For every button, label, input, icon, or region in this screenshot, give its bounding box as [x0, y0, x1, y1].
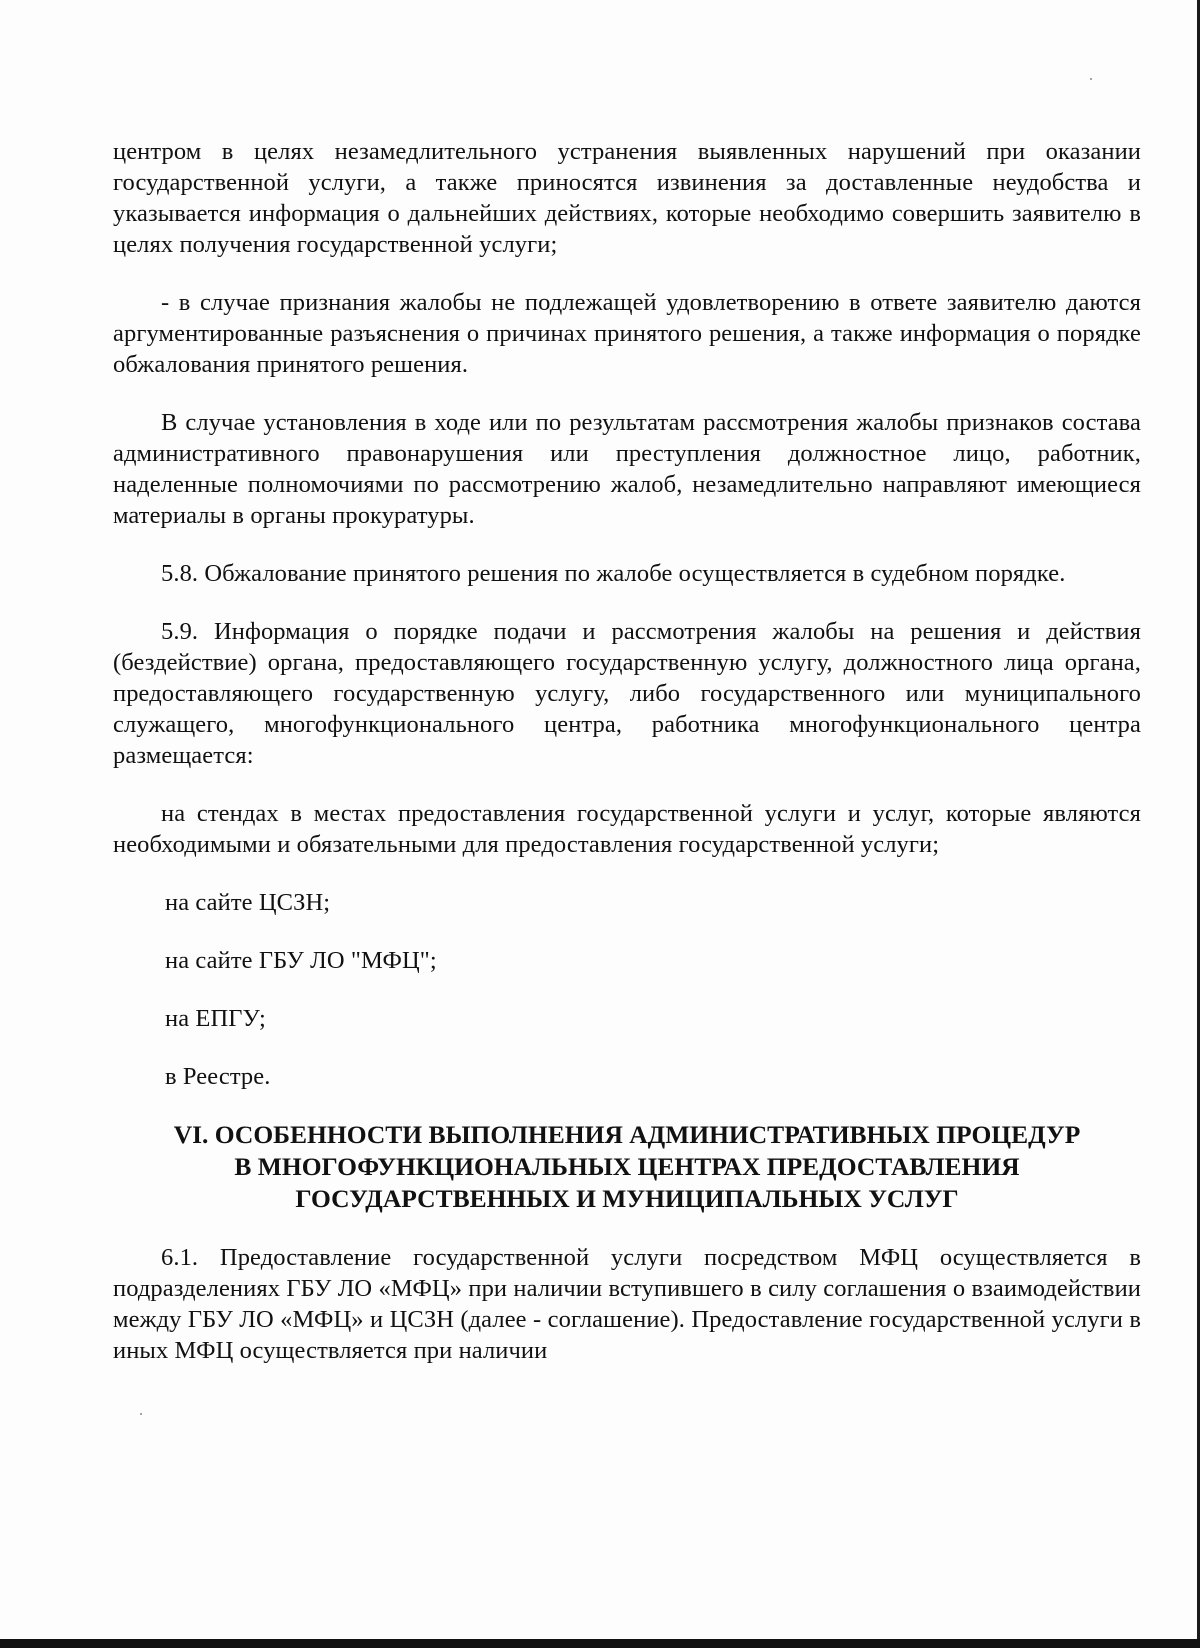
scan-bottom-edge: [0, 1639, 1200, 1648]
paragraph-stands: на стендах в местах предоставления государственной услуги и услуг, которые являются необходимыми и обязательными для предоставления государственной услуги;: [113, 800, 1141, 858]
scan-speck: [140, 1413, 142, 1415]
section-heading-line: VI. ОСОБЕННОСТИ ВЫПОЛНЕНИЯ АДМИНИСТРАТИВНЫХ ПРОЦЕДУР: [173, 1120, 1081, 1149]
list-item-epgu: на ЕПГУ;: [165, 1005, 266, 1032]
list-item-mfc-site: на сайте ГБУ ЛО "МФЦ";: [165, 947, 437, 974]
paragraph-violation-signs: В случае установления в ходе или по результатам рассмотрения жалобы признаков состава административного правонарушения или преступления должностное лицо, работник, наделенные полномочиями по рассмотрению жалоб, незамедлительно направляют имеющиеся материалы в органы прокуратуры.: [113, 409, 1141, 529]
section-heading-line: В МНОГОФУНКЦИОНАЛЬНЫХ ЦЕНТРАХ ПРЕДОСТАВЛЕНИЯ: [234, 1152, 1020, 1181]
list-item-cszn-site: на сайте ЦСЗН;: [165, 889, 331, 916]
paragraph-complaint-rejected: - в случае признания жалобы не подлежащей удовлетворению в ответе заявителю даются аргументированные разъяснения о причинах принятого решения, а также информация о порядке обжалования принятого решения.: [113, 289, 1141, 378]
paragraph-5-9: 5.9. Информация о порядке подачи и рассмотрения жалобы на решения и действия (бездействие) органа, предоставляющего государственную услугу, должностного лица органа, предоставляющего государственную услугу, либо государственного или муниципального служащего, многофункционального центра, работника многофункционального центра размещается:: [113, 618, 1141, 769]
section-heading-line: ГОСУДАРСТВЕННЫХ И МУНИЦИПАЛЬНЫХ УСЛУГ: [295, 1184, 959, 1213]
paragraph-5-8: 5.8. Обжалование принятого решения по жалобе осуществляется в судебном порядке.: [161, 560, 1066, 587]
list-item-registry: в Реестре.: [165, 1063, 271, 1090]
scan-speck: [1090, 78, 1092, 80]
paragraph-continuation: центром в целях незамедлительного устранения выявленных нарушений при оказании государственной услуги, а также приносятся извинения за доставленные неудобства и указывается информация о дальнейших действиях, которые необходимо совершить заявителю в целях получения государственной услуги;: [113, 138, 1141, 258]
paragraph-6-1: 6.1. Предоставление государственной услуги посредством МФЦ осуществляется в подразделениях ГБУ ЛО «МФЦ» при наличии вступившего в силу соглашения о взаимодействии между ГБУ ЛО «МФЦ» и ЦСЗН (далее - соглашение). Предоставление государственной услуги в иных МФЦ осуществляется при наличии: [113, 1244, 1141, 1364]
document-body: [113, 136, 1141, 1366]
section-heading: [113, 1119, 1141, 1215]
